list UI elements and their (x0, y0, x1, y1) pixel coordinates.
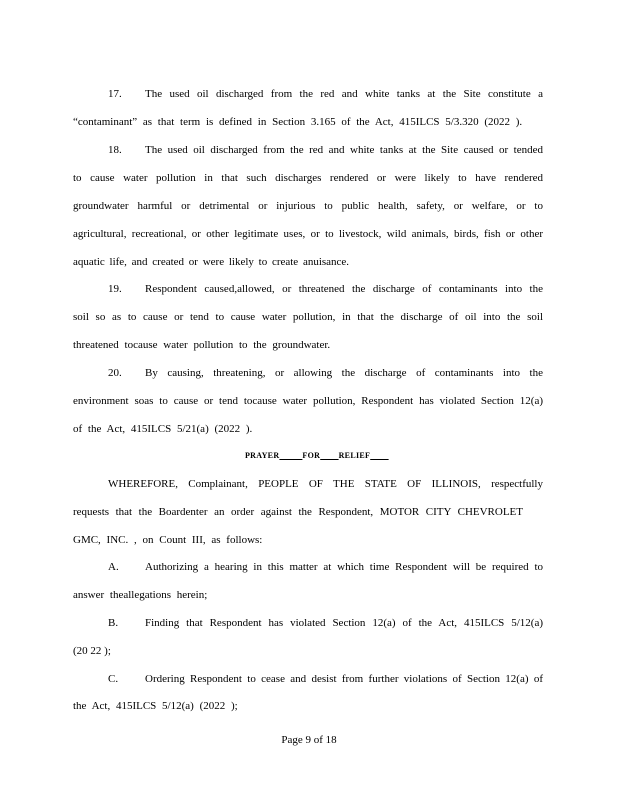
paragraph-number: 17. (108, 88, 122, 100)
paragraph-20-line-1 (108, 366, 543, 380)
relief-text: Finding that Respondent has violated Section 12(a) of the Act, 415ILCS 5/12(a) (145, 617, 543, 629)
paragraph-18-line-5: aquatic life, and created or were likely to create anuisance. (73, 256, 350, 268)
wherefore-line-3: GMC, INC. , on Count III, as follows: (73, 534, 263, 546)
paragraph-19-line-3: threatened tocause water pollution to the groundwater. (73, 339, 331, 351)
wherefore-line-1: WHEREFORE, Complainant, PEOPLE OF THE STATE OF ILLINOIS, respectfully (108, 478, 543, 490)
paragraph-number: 20. (108, 367, 122, 379)
paragraph-18-line-2: to cause water pollution in that such discharges rendered or were likely to have rendered (73, 172, 543, 184)
paragraph-number: 19. (108, 283, 122, 295)
paragraph-18-line-1 (108, 143, 543, 157)
paragraph-17-line-2: “contaminant” as that term is defined in Section 3.165 of the Act, 415ILCS 5/3.320 (2022 ). (73, 116, 523, 128)
paragraph-19-line-2: soil so as to cause or tend to cause water pollution, in that the discharge of oil into the soil (73, 311, 543, 323)
relief-a-line-1 (108, 560, 543, 574)
paragraph-text: By causing, threatening, or allowing the discharge of contaminants into the (145, 367, 543, 379)
relief-text: Ordering Respondent to cease and desist from further violations of Section 12(a) of (145, 673, 543, 685)
heading-word: PRAYER (245, 451, 280, 460)
heading-word: FOR (302, 451, 321, 460)
heading-word: RELIEF (338, 451, 371, 460)
relief-letter: A. (108, 561, 119, 573)
paragraph-text: The used oil discharged from the red and white tanks at the Site constitute a (145, 88, 543, 100)
paragraph-text: The used oil discharged from the red and white tanks at the Site caused or tended (145, 144, 543, 156)
wherefore-line-2: requests that the Boardenter an order against the Respondent, MOTOR CITY CHEVROLET (73, 506, 523, 518)
relief-a-line-2: answer theallegations herein; (73, 589, 208, 601)
relief-c-line-1 (108, 672, 543, 686)
paragraph-18-line-4: agricultural, recreational, or other legitimate uses, or to livestock, wild animals, birds, fish or other (73, 228, 543, 240)
paragraph-17-line-1 (108, 87, 543, 101)
relief-letter: B. (108, 617, 119, 629)
relief-b-line-2: (20 22 ); (73, 645, 111, 657)
section-heading (245, 451, 389, 460)
paragraph-number: 18. (108, 144, 122, 156)
paragraph-20-line-3: of the Act, 415ILCS 5/21(a) (2022 ). (73, 423, 253, 435)
page-number: Page 9 of 18 (281, 734, 337, 746)
relief-c-line-2: the Act, 415ILCS 5/12(a) (2022 ); (73, 700, 238, 712)
paragraph-19-line-1 (108, 282, 543, 296)
paragraph-20-line-2: environment soas to cause or tend tocause water pollution, Respondent has violated Section 12(a) (73, 395, 543, 407)
relief-letter: C. (108, 673, 119, 685)
relief-text: Authorizing a hearing in this matter at which time Respondent will be required to (145, 561, 543, 573)
paragraph-text: Respondent caused,allowed, or threatened the discharge of contaminants into the (145, 283, 543, 295)
paragraph-18-line-3: groundwater harmful or detrimental or injurious to public health, safety, or welfare, or to (73, 200, 543, 212)
relief-b-line-1 (108, 616, 543, 630)
